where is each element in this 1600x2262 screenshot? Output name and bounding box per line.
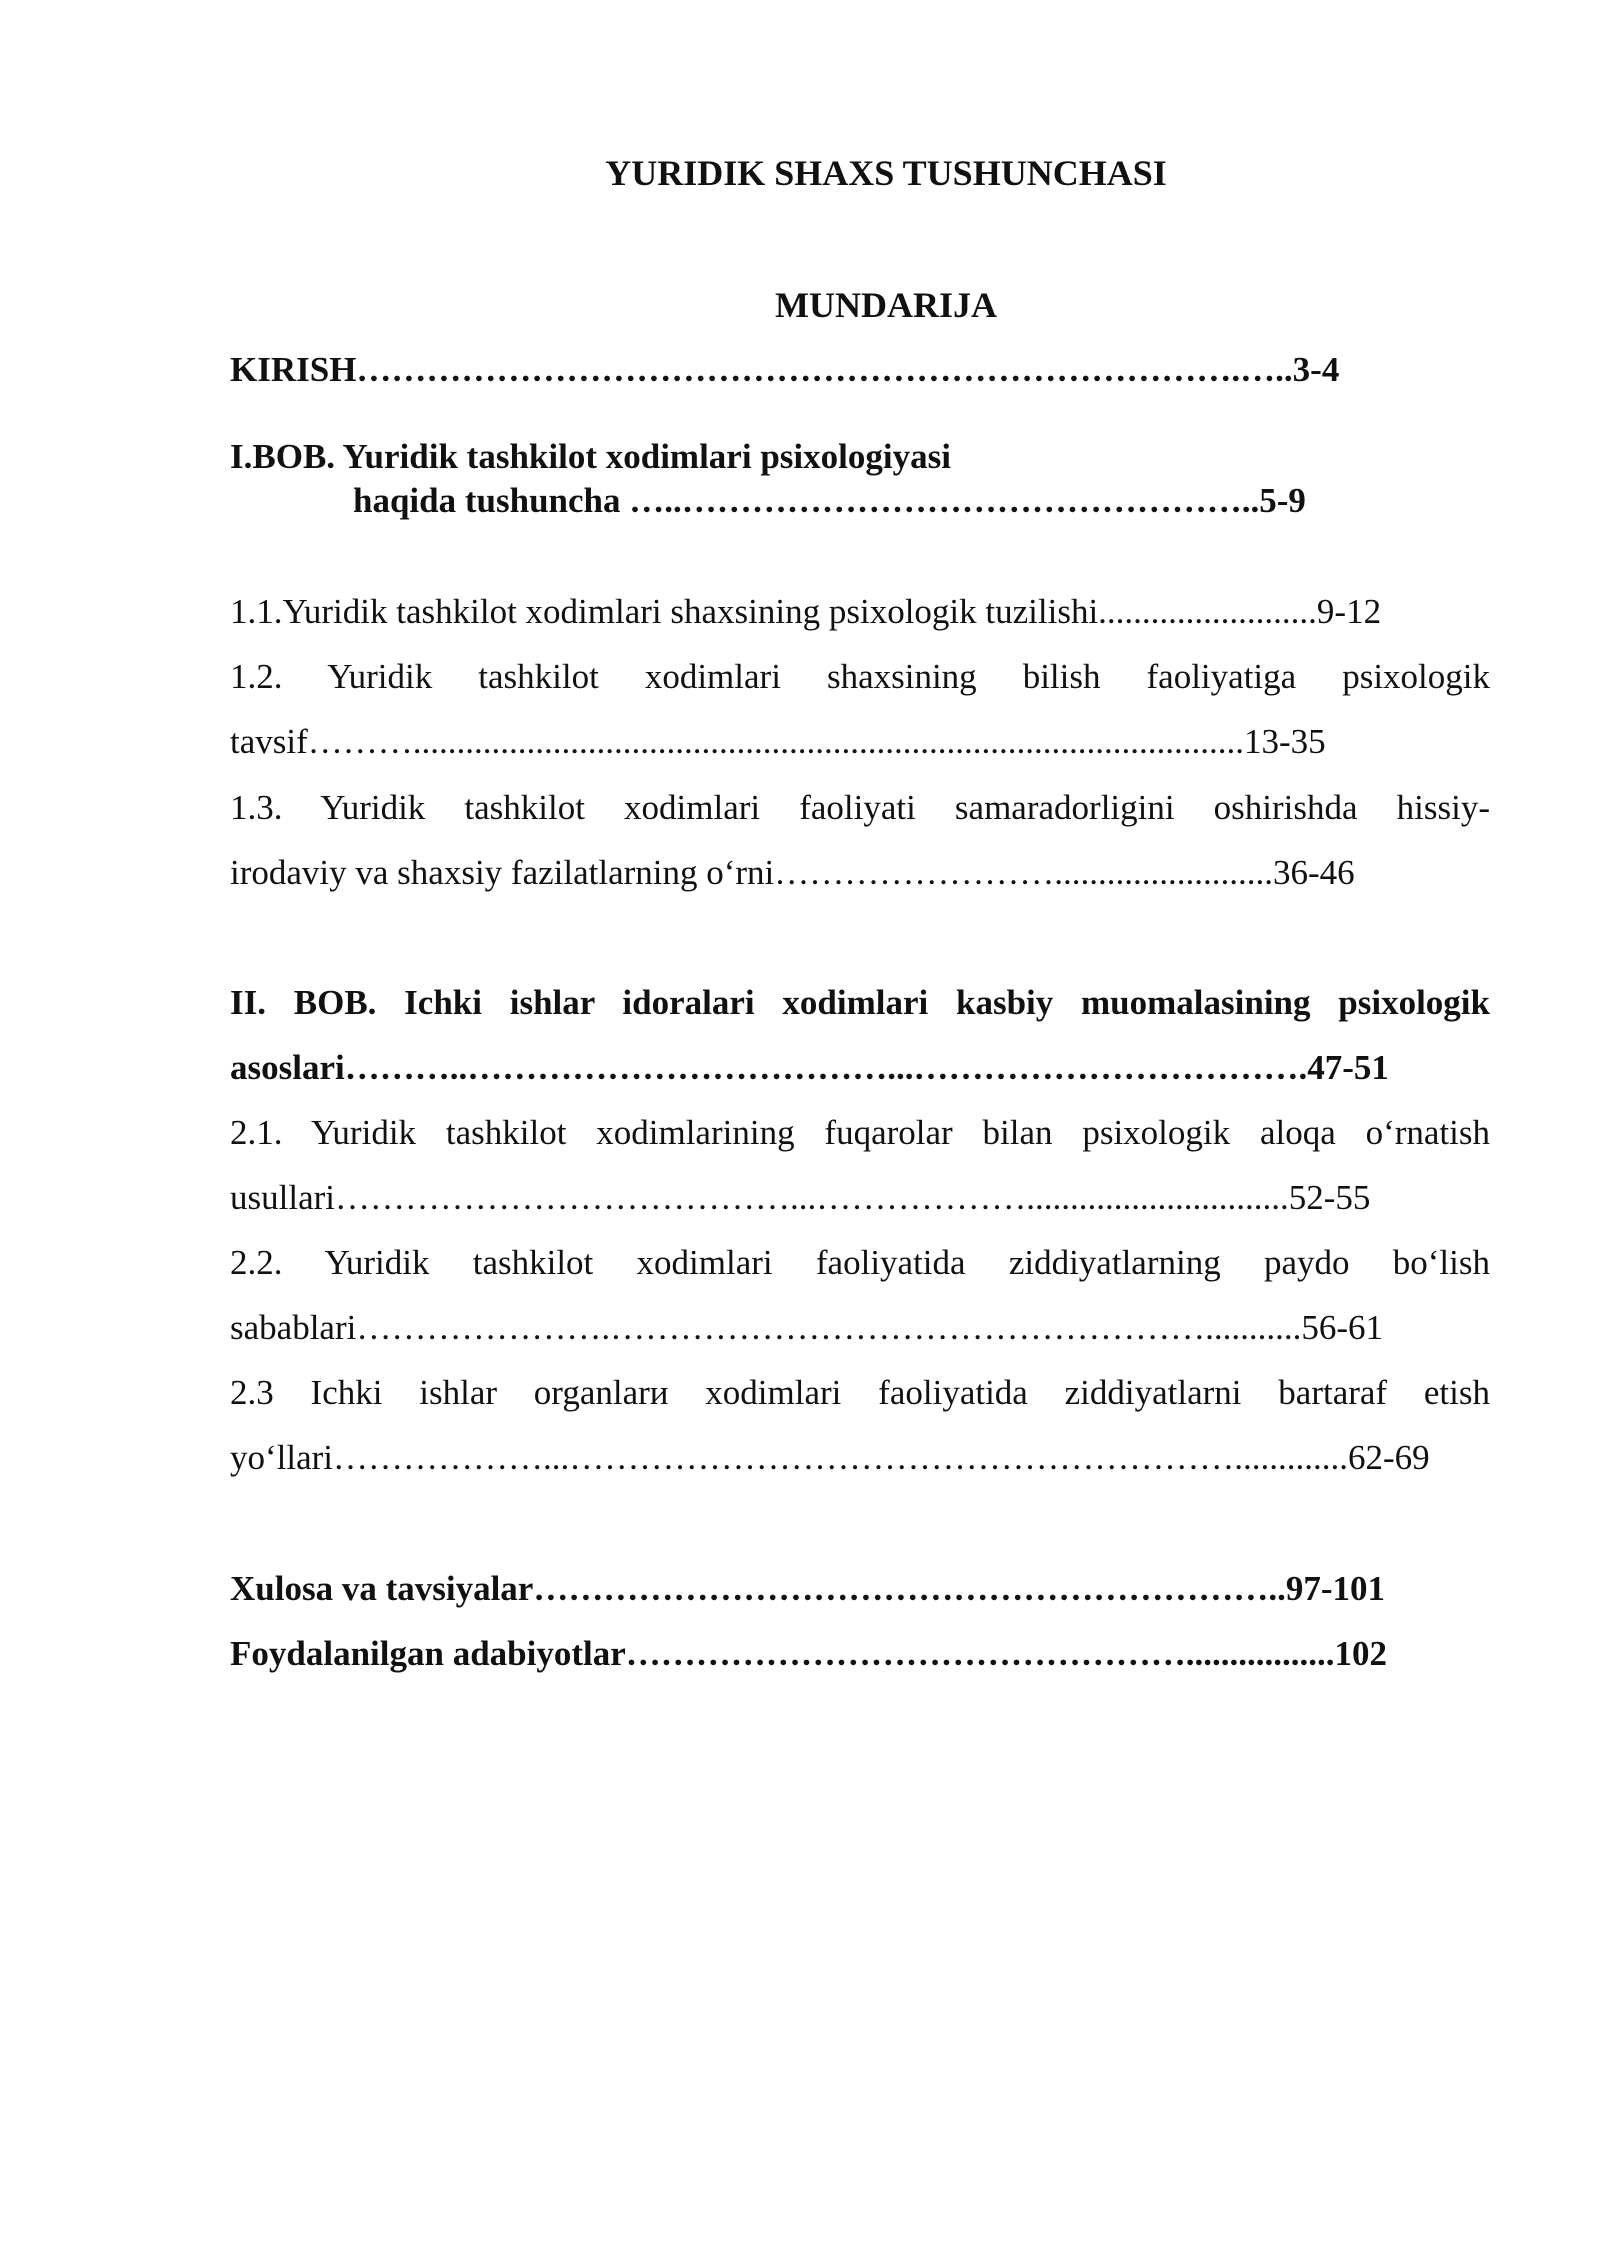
toc-entry-2-1-line2: usullari…………………………………...………………..............................52-55 (230, 1178, 1371, 1217)
toc-entry-1-3-line2: irodaviy va shaxsiy fazilatlarning o‘rni…………………….........................36-46 (230, 853, 1355, 892)
document-title: YURIDIK SHAXS TUSHUNCHASI (605, 153, 1167, 193)
toc-entry-2-3-line2: yo‘llari………………...………………………………………………….............62-69 (230, 1438, 1430, 1477)
toc-entry-xulosa: Xulosa va tavsiyalar………………………………………………………..97-101 (230, 1569, 1385, 1608)
toc-entry-kirish: KIRISH………………………………………………………………….…..3-4 (230, 350, 1340, 389)
toc-entry-1-3-line1: 1.3. Yuridik tashkilot xodimlari faoliyati samaradorligini oshirishda hissiy- (230, 788, 1490, 827)
toc-entry-1-2-line2: tavsif………...............................................................................................13-35 (230, 722, 1326, 761)
toc-entry-bob1-title: I.BOB. Yuridik tashkilot xodimlari psixologiyasi (230, 437, 951, 476)
toc-entry-1-2-line1: 1.2. Yuridik tashkilot xodimlari shaxsining bilish faoliyatiga psixologik (230, 657, 1490, 696)
toc-entry-bob1-subtitle: haqida tushuncha …..…………………………………………..5-9 (353, 481, 1306, 520)
toc-entry-2-2-line1: 2.2. Yuridik tashkilot xodimlari faoliyatida ziddiyatlarning paydo bo‘lish (230, 1243, 1490, 1282)
toc-entry-1-1: 1.1.Yuridik tashkilot xodimlari shaxsining psixologik tuzilishi.........................9-12 (230, 592, 1382, 631)
toc-heading: MUNDARIJA (775, 285, 997, 325)
toc-entry-adabiyotlar: Foydalanilgan adabiyotlar………………………………………….................102 (230, 1634, 1388, 1673)
toc-entry-bob2-line2: asoslari………..………………………………...…………………………….47-51 (230, 1048, 1389, 1087)
toc-entry-bob2-line1: II. BOB. Ichki ishlar idoralari xodimlari kasbiy muomalasining psixologik (230, 983, 1490, 1022)
toc-entry-2-3-line1: 2.3 Ichki ishlar organlarи xodimlari faoliyatida ziddiyatlarni bartaraf etish (230, 1373, 1490, 1412)
toc-entry-2-2-line2: sabablari………………….……………………………………………...........56-61 (230, 1308, 1383, 1347)
toc-entry-2-1-line1: 2.1. Yuridik tashkilot xodimlarining fuqarolar bilan psixologik aloqa o‘rnatish (230, 1113, 1490, 1152)
